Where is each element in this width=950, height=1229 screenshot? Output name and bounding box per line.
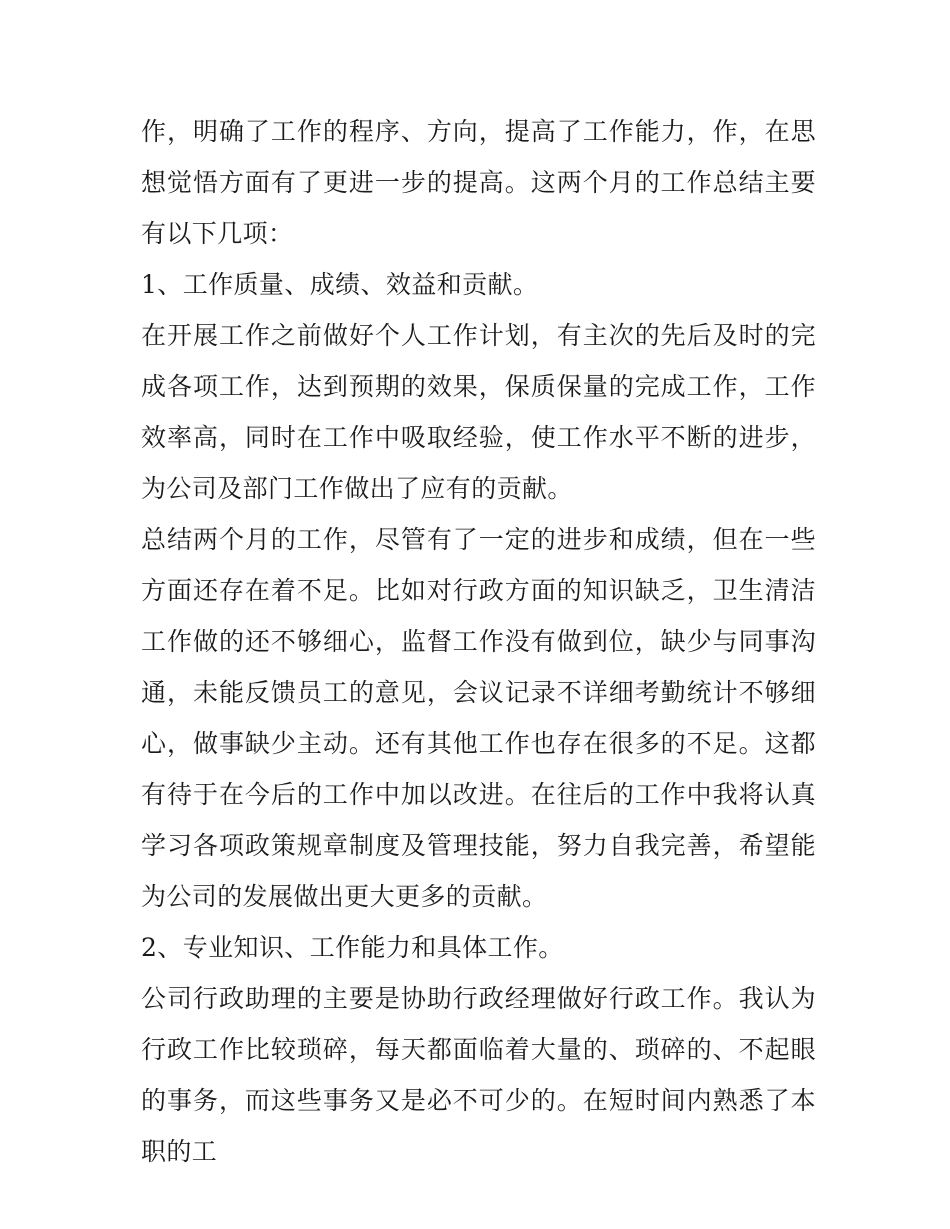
document-body xyxy=(141,106,816,1177)
paragraph-intro-continuation: 作，明确了工作的程序、方向，提高了工作能力，作，在思想觉悟方面有了更进一步的提高。这两个月的工作总结主要有以下几项： xyxy=(141,117,816,248)
paragraph-work-quality: 在开展工作之前做好个人工作计划，有主次的先后及时的完成各项工作，达到预期的效果，保质保量的完成工作，工作效率高，同时在工作中吸取经验，使工作水平不断的进步，为公司及部门工作做出了应有的贡献。 xyxy=(141,321,816,503)
paragraph-admin-assistant: 公司行政助理的主要是协助行政经理做好行政工作。我认为行政工作比较琐碎，每天都面临着大量的、琐碎的、不起眼的事务，而这些事务又是必不可少的。在短时间内熟悉了本职的工 xyxy=(141,984,816,1166)
section-heading-1: 1、工作质量、成绩、效益和贡献。 xyxy=(141,270,539,299)
paragraph-shortcomings: 总结两个月的工作，尽管有了一定的进步和成绩，但在一些方面还存在着不足。比如对行政方面的知识缺乏，卫生清洁工作做的还不够细心，监督工作没有做到位，缺少与同事沟通，未能反馈员工的意见，会议记录不详细考勤统计不够细心，做事缺少主动。还有其他工作也存在很多的不足。这都有待于在今后的工作中加以改进。在往后的工作中我将认真学习各项政策规章制度及管理技能，努力自我完善，希望能为公司的发展做出更大更多的贡献。 xyxy=(141,525,816,911)
section-heading-2: 2、专业知识、工作能力和具体工作。 xyxy=(141,933,564,962)
